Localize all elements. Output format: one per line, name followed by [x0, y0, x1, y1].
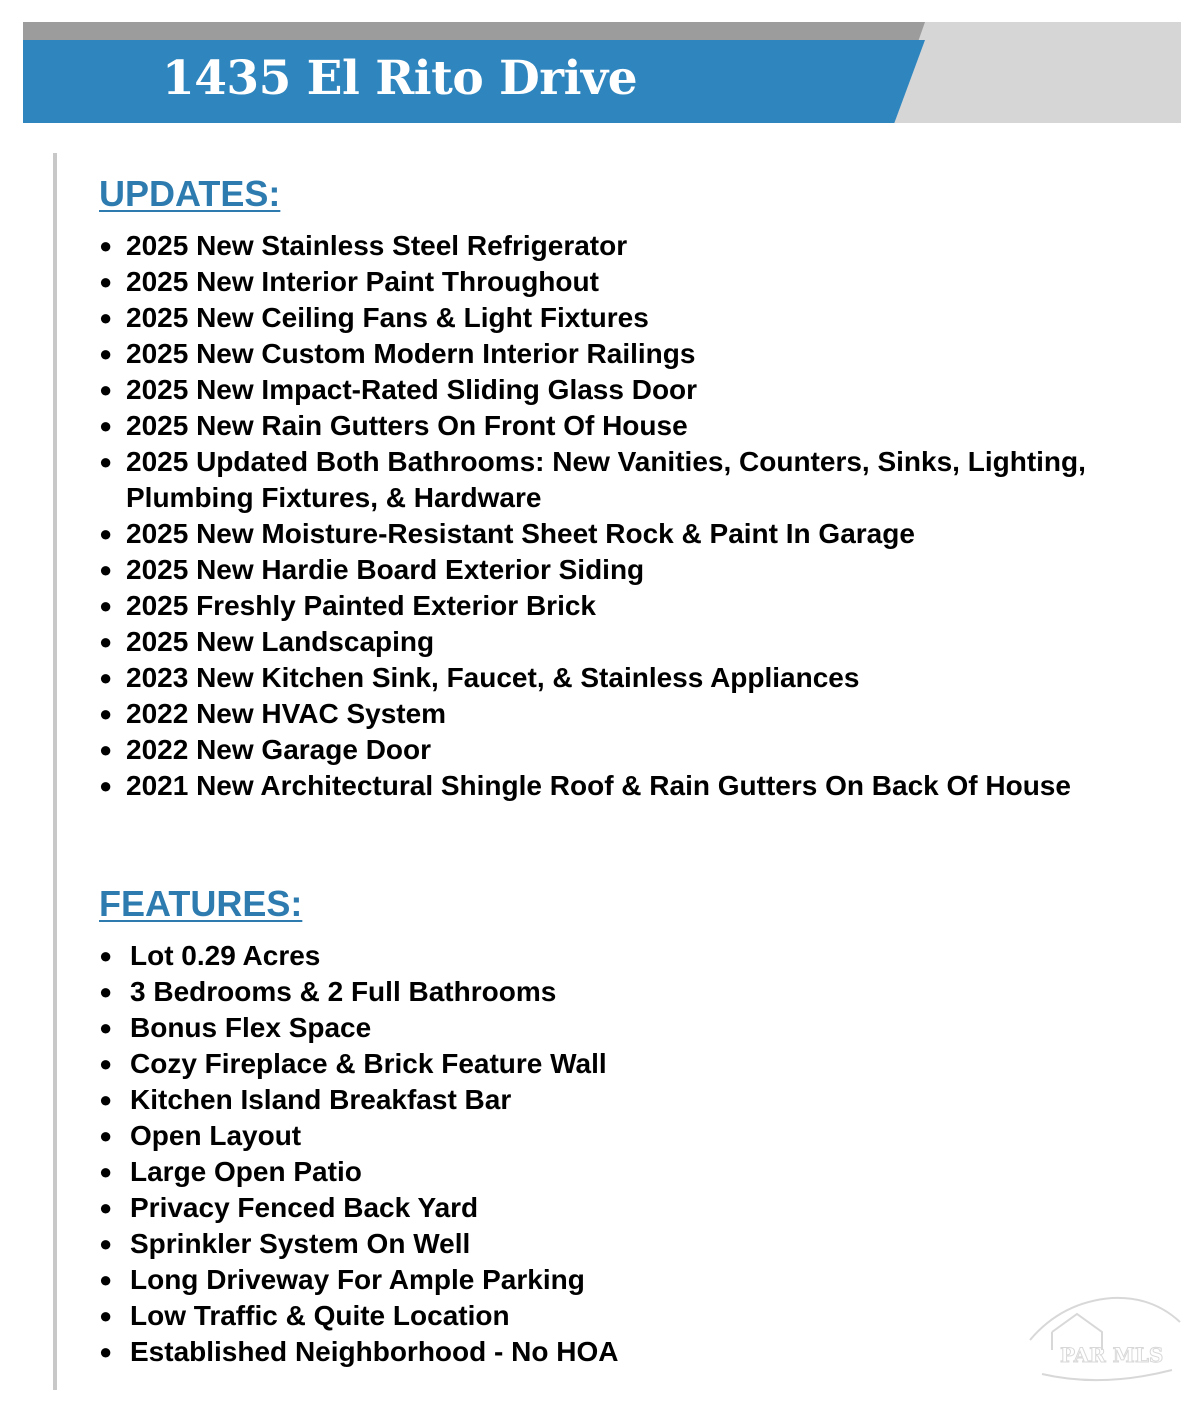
bullet-icon: ● [99, 305, 113, 330]
list-item: ● 2025 New Impact-Rated Sliding Glass Door [99, 372, 1109, 408]
bullet-icon: ● [99, 737, 113, 762]
list-item: ● 2025 New Landscaping [99, 624, 1109, 660]
watermark-logo-text: PAR MLS [1060, 1343, 1164, 1367]
bullet-icon: ● [99, 233, 113, 258]
bullet-icon: ● [99, 1015, 113, 1040]
list-item: ● 2025 New Hardie Board Exterior Siding [99, 552, 1109, 588]
bullet-icon: ● [99, 1231, 113, 1256]
par-mls-watermark-logo [1022, 1292, 1187, 1392]
bullet-icon: ● [99, 1339, 113, 1364]
list-item: ● 2025 Freshly Painted Exterior Brick [99, 588, 1109, 624]
list-item: ● 2023 New Kitchen Sink, Faucet, & Stainless Appliances [99, 660, 1109, 696]
property-address-title: 1435 El Rito Drive [162, 51, 638, 106]
bullet-icon: ● [99, 979, 113, 1004]
list-item: ● 2025 New Stainless Steel Refrigerator [99, 228, 1109, 264]
list-item: ● Cozy Fireplace & Brick Feature Wall [99, 1046, 999, 1082]
list-item: ● 2025 New Moisture-Resistant Sheet Rock & Paint In Garage [99, 516, 1109, 552]
bullet-icon: ● [99, 449, 113, 474]
list-item: ● Kitchen Island Breakfast Bar [99, 1082, 999, 1118]
list-item: ● Low Traffic & Quite Location [99, 1298, 999, 1334]
bullet-icon: ● [99, 593, 113, 618]
list-item: ● Bonus Flex Space [99, 1010, 999, 1046]
list-item: ● Sprinkler System On Well [99, 1226, 999, 1262]
bullet-icon: ● [99, 1087, 113, 1112]
bullet-icon: ● [99, 269, 113, 294]
list-item: ● 2025 New Interior Paint Throughout [99, 264, 1109, 300]
list-item: ● 2025 New Ceiling Fans & Light Fixtures [99, 300, 1109, 336]
list-item: ● 2022 New Garage Door [99, 732, 1109, 768]
header-dark-strip [23, 22, 925, 40]
updates-heading: UPDATES: [99, 173, 281, 214]
list-item: ● 2025 New Rain Gutters On Front Of House [99, 408, 1109, 444]
bullet-icon: ● [99, 413, 113, 438]
bullet-icon: ● [99, 773, 113, 798]
list-item: ● Open Layout [99, 1118, 999, 1154]
list-item: ● Large Open Patio [99, 1154, 999, 1190]
list-item: ● Long Driveway For Ample Parking [99, 1262, 999, 1298]
list-item: ● 2022 New HVAC System [99, 696, 1109, 732]
bullet-icon: ● [99, 1051, 113, 1076]
bullet-icon: ● [99, 1195, 113, 1220]
bullet-icon: ● [99, 557, 113, 582]
left-vertical-rule [53, 153, 57, 1390]
bullet-icon: ● [99, 943, 113, 968]
bullet-icon: ● [99, 629, 113, 654]
list-item: ● Lot 0.29 Acres [99, 938, 999, 974]
bullet-icon: ● [99, 701, 113, 726]
list-item: ● 2025 Updated Both Bathrooms: New Vanities, Counters, Sinks, Lighting, Plumbing Fixtures, & Hardware [99, 446, 1086, 513]
updates-list [99, 228, 1109, 804]
features-heading: FEATURES: [99, 883, 303, 924]
features-list [99, 938, 999, 1370]
bullet-icon: ● [99, 1303, 113, 1328]
bullet-icon: ● [99, 521, 113, 546]
swoosh-icon [1042, 1370, 1172, 1380]
bullet-icon: ● [99, 1267, 113, 1292]
bullet-icon: ● [99, 1159, 113, 1184]
list-item: ● 3 Bedrooms & 2 Full Bathrooms [99, 974, 999, 1010]
bullet-icon: ● [99, 1123, 113, 1148]
list-item: ● Established Neighborhood - No HOA [99, 1334, 999, 1370]
bullet-icon: ● [99, 377, 113, 402]
bullet-icon: ● [99, 341, 113, 366]
bullet-icon: ● [99, 665, 113, 690]
list-item: ● 2021 New Architectural Shingle Roof & Rain Gutters On Back Of House [99, 768, 1109, 804]
list-item: ● 2025 New Custom Modern Interior Railings [99, 336, 1109, 372]
list-item: ● Privacy Fenced Back Yard [99, 1190, 999, 1226]
